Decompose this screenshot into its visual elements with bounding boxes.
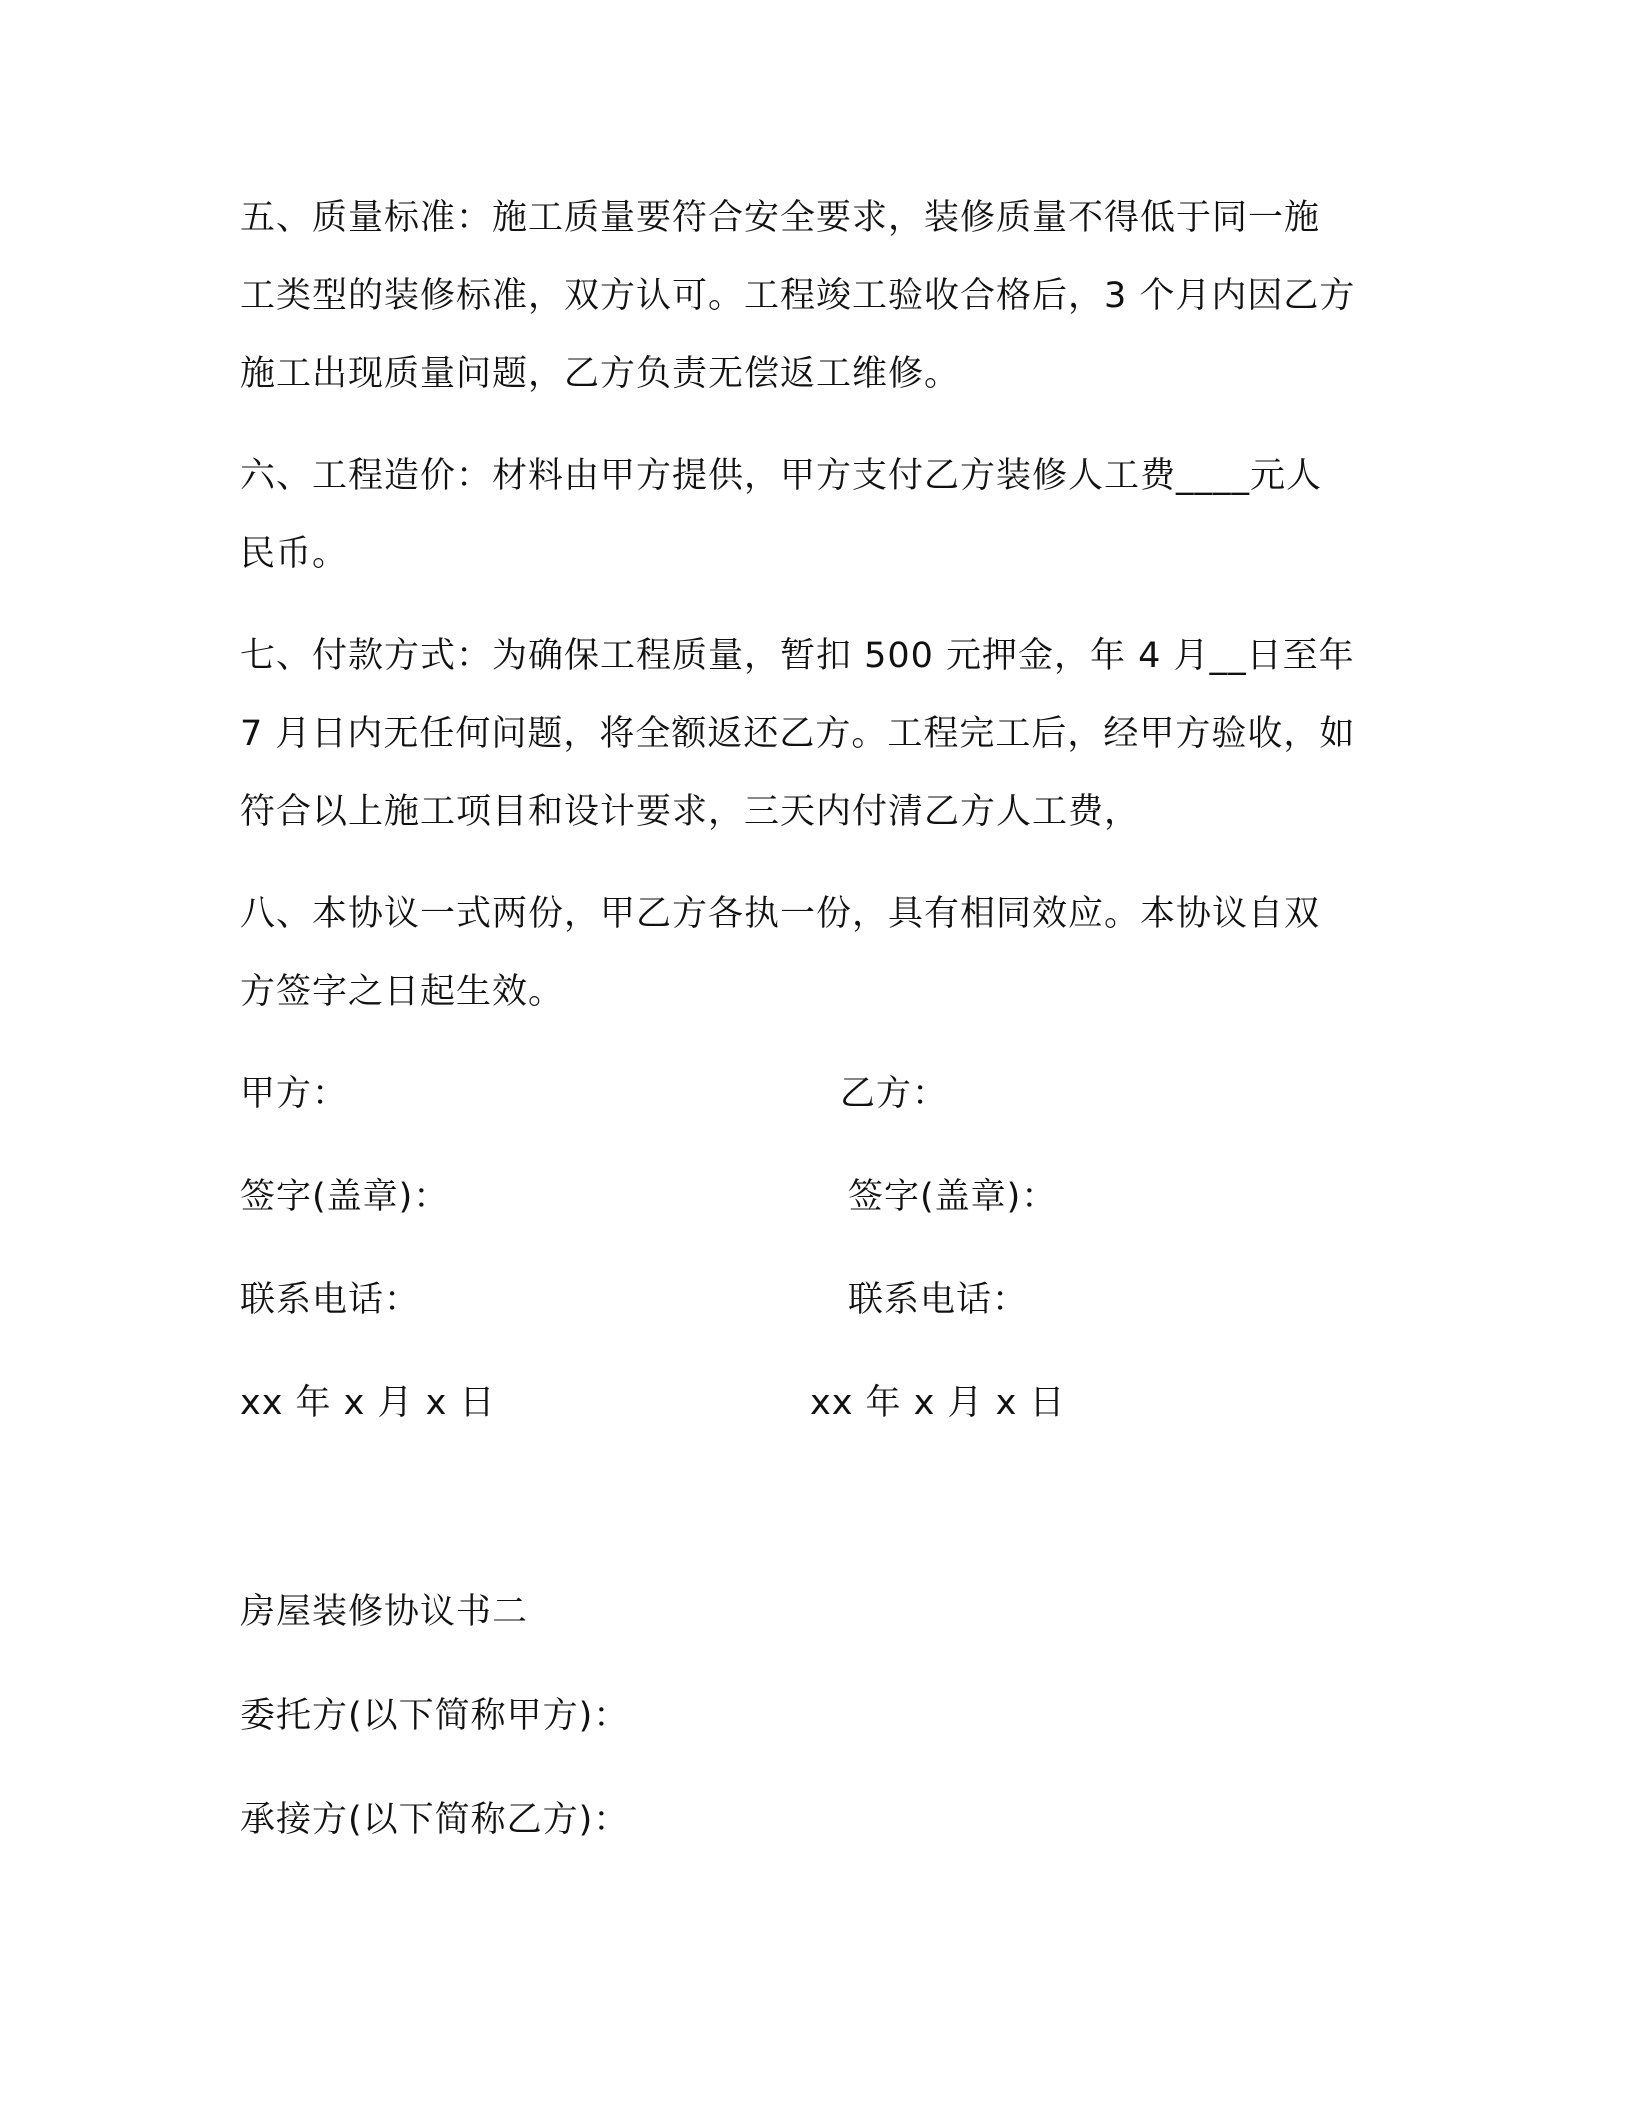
agreement-two-title: 房屋装修协议书二: [240, 1592, 529, 1632]
party-b-signature: 签字(盖章)：: [848, 1177, 1058, 1217]
client-party-line: 委托方(以下简称甲方)：: [240, 1696, 630, 1736]
party-a-phone: 联系电话：: [240, 1280, 421, 1320]
party-b-label: 乙方：: [840, 1074, 949, 1114]
party-a-signature: 签字(盖章)：: [240, 1177, 450, 1217]
clause-six-line-1: 六、工程造价：材料由甲方提供，甲方支付乙方装修人工费____元人: [240, 456, 1323, 496]
clause-seven-line-3: 符合以上施工项目和设计要求，三天内付清乙方人工费，: [240, 792, 1141, 832]
clause-eight-line-2: 方签字之日起生效。: [240, 972, 565, 1012]
contractor-party-line: 承接方(以下简称乙方)：: [240, 1800, 630, 1840]
clause-seven-line-2: 7 月日内无任何问题，将全额返还乙方。工程完工后，经甲方验收，如: [240, 714, 1356, 754]
party-b-date: xx 年 x 月 x 日: [810, 1383, 1066, 1423]
clause-eight-line-1: 八、本协议一式两份，甲乙方各执一份，具有相同效应。本协议自双: [240, 894, 1321, 934]
party-b-phone: 联系电话：: [848, 1280, 1029, 1320]
clause-five-line-1: 五、质量标准：施工质量要符合安全要求，装修质量不得低于同一施: [240, 198, 1321, 238]
clause-five-line-3: 施工出现质量问题，乙方负责无偿返工维修。: [240, 354, 961, 394]
clause-six-line-2: 民币。: [240, 534, 349, 574]
party-a-label: 甲方：: [240, 1074, 349, 1114]
party-a-date: xx 年 x 月 x 日: [240, 1383, 496, 1423]
clause-seven-line-1: 七、付款方式：为确保工程质量，暂扣 500 元押金，年 4 月__日至年: [240, 636, 1355, 676]
clause-five-line-2: 工类型的装修标准，双方认可。工程竣工验收合格后，3 个月内因乙方: [240, 276, 1356, 316]
